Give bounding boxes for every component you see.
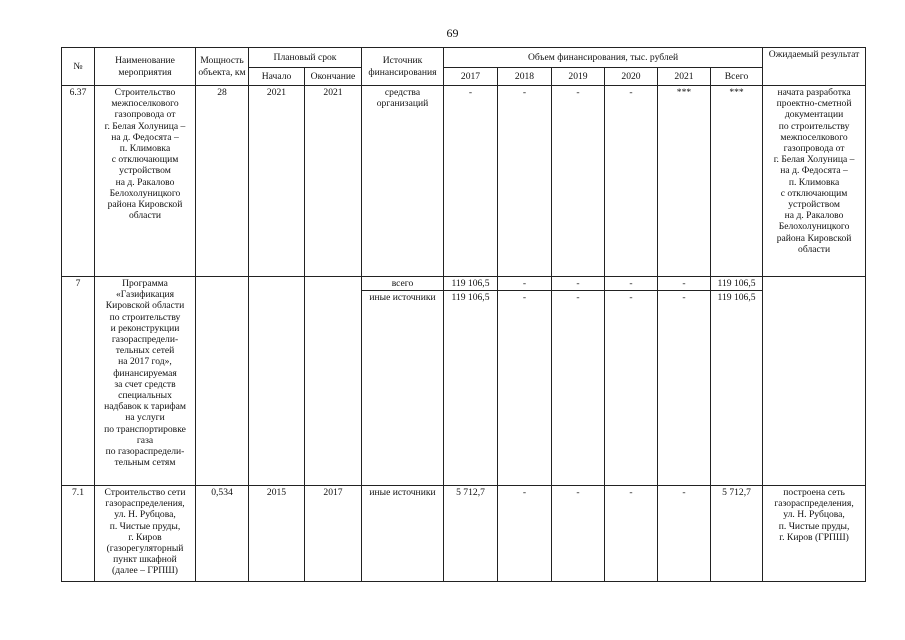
row-2018: -: [498, 86, 552, 277]
value-other: 119 106,5: [711, 290, 762, 303]
header-name: Наименование мероприятия: [95, 48, 196, 86]
header-no: №: [62, 48, 95, 86]
row-number: 7.1: [62, 486, 95, 582]
value-other: -: [552, 290, 604, 303]
row-number: 6.37: [62, 86, 95, 277]
header-result: Ожидаемый результат: [763, 48, 866, 86]
row-2019: -: [552, 486, 605, 582]
value-total: -: [682, 278, 686, 289]
row-source: средства организаций: [362, 86, 444, 277]
header-volume: Объем финансирования, тыс. рублей: [444, 48, 763, 68]
header-total: Всего: [711, 68, 763, 86]
row-2021: [658, 277, 711, 486]
table-row: [62, 486, 866, 582]
header-2017: 2017: [444, 68, 498, 86]
row-total: 5 712,7: [711, 486, 763, 582]
row-total: [711, 277, 763, 486]
header-2018: 2018: [498, 68, 552, 86]
row-2020: -: [605, 486, 658, 582]
value-other: -: [605, 290, 657, 303]
financing-table: [61, 47, 866, 582]
header-2021: 2021: [658, 68, 711, 86]
value-other: 119 106,5: [444, 290, 497, 303]
row-result: построена сеть газораспределения, ул. Н. Рубцова, п. Чистые пруды, г. Киров (ГРПШ): [763, 486, 866, 582]
header-period: Плановый срок: [249, 48, 362, 68]
source-other: иные источники: [362, 290, 443, 303]
row-start: [249, 277, 305, 486]
header-capacity: Мощность объекта, км: [196, 48, 249, 86]
row-end: 2021: [305, 86, 362, 277]
header-source: Источник финансирования: [362, 48, 444, 86]
row-capacity: 0,534: [196, 486, 249, 582]
row-end: [305, 277, 362, 486]
row-capacity: 28: [196, 86, 249, 277]
row-result: [763, 277, 866, 486]
row-start: 2015: [249, 486, 305, 582]
value-total: -: [522, 278, 527, 289]
value-other: -: [658, 290, 710, 303]
value-total: 119 106,5: [451, 278, 490, 289]
table-row: [62, 86, 866, 277]
header-2019: 2019: [552, 68, 605, 86]
header-2020: 2020: [605, 68, 658, 86]
row-source: [362, 277, 444, 486]
row-2018: [498, 277, 552, 486]
row-2020: [605, 277, 658, 486]
value-total: -: [629, 278, 633, 289]
row-2018: -: [498, 486, 552, 582]
header-start: Начало: [249, 68, 305, 86]
row-2017: 5 712,7: [444, 486, 498, 582]
row-2017: -: [444, 86, 498, 277]
row-2019: [552, 277, 605, 486]
row-start: 2021: [249, 86, 305, 277]
row-capacity: [196, 277, 249, 486]
row-end: 2017: [305, 486, 362, 582]
header-end: Окончание: [305, 68, 362, 86]
value-total: 119 106,5: [717, 278, 756, 289]
table-row: [62, 277, 866, 486]
value-total: -: [576, 278, 580, 289]
row-name: Строительство межпоселкового газопровода от г. Белая Холуница – на д. Федосята – п. Климовка с отключающим устройством на д. Ракалово Белохолуницкого района Кировской области: [95, 86, 196, 277]
row-2020: -: [605, 86, 658, 277]
row-name: Строительство сети газораспределения, ул. Н. Рубцова, п. Чистые пруды, г. Киров (газорегуляторный пункт шкафной (далее – ГРПШ): [95, 486, 196, 582]
row-source: иные источники: [362, 486, 444, 582]
source-total: всего: [391, 278, 414, 289]
page-number: 69: [446, 26, 459, 40]
row-2021: -: [658, 486, 711, 582]
row-number: 7: [62, 277, 95, 486]
row-result: начата разработка проектно-сметной документации по строительству межпоселкового газопровода от г. Белая Холуница – на д. Федосята – п. Климовка с отключающим устройством на д. Ракалово Белохолуницкого района Кировской области: [763, 86, 866, 277]
row-total: ***: [711, 86, 763, 277]
row-2021: ***: [658, 86, 711, 277]
row-name: Программа «Газификация Кировской области по строительству и реконструкции газораспредели- тельных сетей на 2017 год», финансируемая за счет средств специальных надбавок к тарифам на услуги по транспортировке газа по газораспредели- тельным сетям: [95, 277, 196, 486]
row-2017: [444, 277, 498, 486]
value-other: -: [498, 290, 551, 303]
row-2019: -: [552, 86, 605, 277]
